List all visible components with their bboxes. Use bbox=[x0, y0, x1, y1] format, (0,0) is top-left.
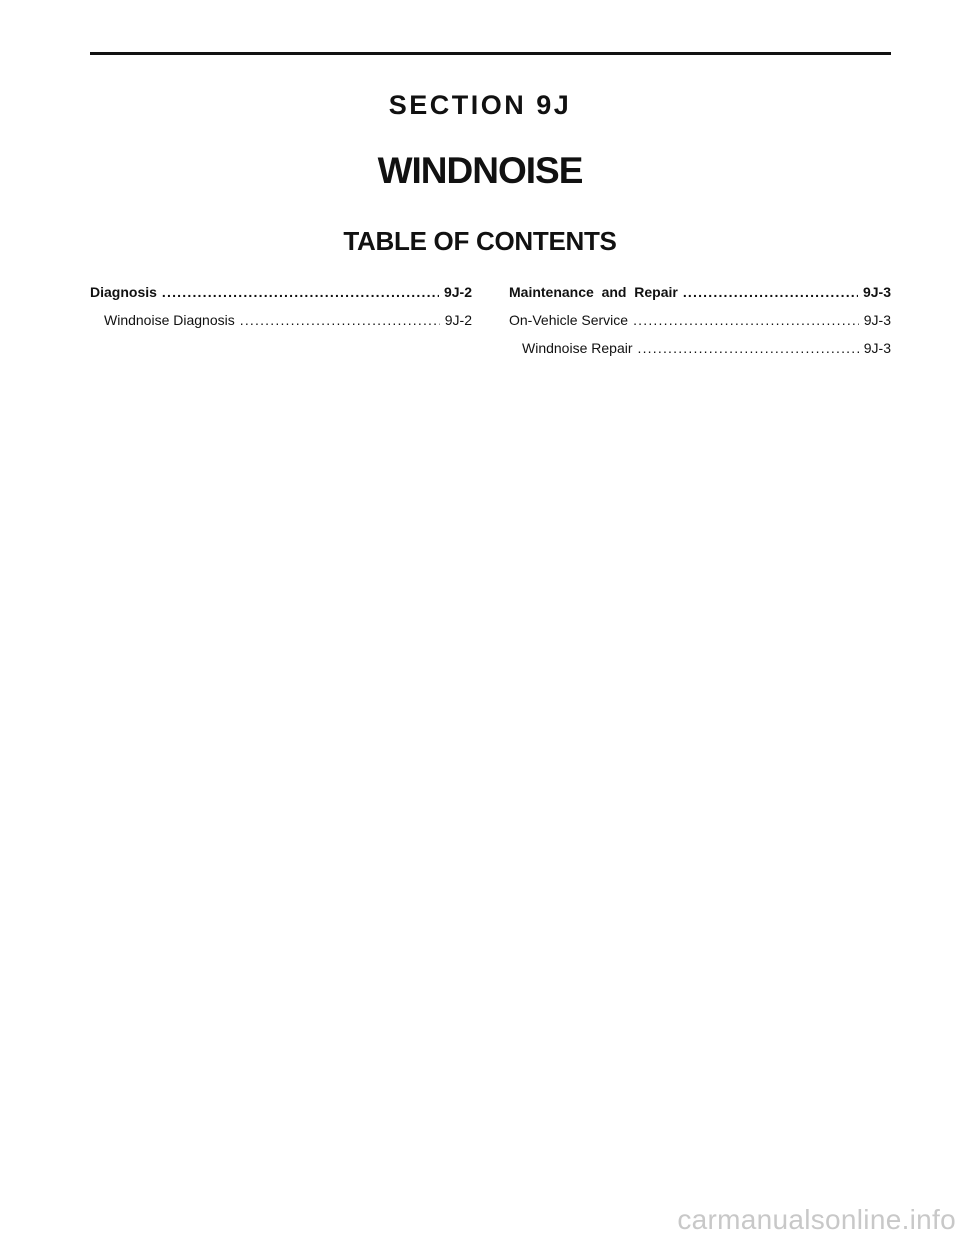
toc-entry-diagnosis[interactable] bbox=[90, 284, 472, 312]
toc-entry-maintenance-and-repair[interactable] bbox=[509, 284, 891, 312]
toc-entry-label: Windnoise Repair bbox=[522, 340, 633, 356]
toc-leader-dots bbox=[683, 284, 858, 300]
toc-heading: TABLE OF CONTENTS bbox=[343, 226, 617, 256]
toc-left-column bbox=[90, 284, 472, 340]
toc-entry-label: On-Vehicle Service bbox=[509, 312, 629, 328]
toc-entry-page: 9J-2 bbox=[443, 284, 472, 300]
toc-entry-on-vehicle-service[interactable] bbox=[509, 312, 891, 340]
toc-leader-dots bbox=[240, 312, 440, 328]
watermark: carmanualsonline.info bbox=[677, 1204, 956, 1235]
toc-entry-label: Diagnosis bbox=[90, 284, 157, 300]
toc-right-column bbox=[509, 284, 891, 368]
section-heading: SECTION 9J bbox=[388, 90, 572, 120]
toc-leader-dots bbox=[633, 312, 859, 328]
toc-entry-label: Maintenance and Repair bbox=[509, 284, 678, 300]
toc-entry-page: 9J-3 bbox=[862, 284, 891, 300]
top-rule bbox=[90, 52, 891, 55]
toc-leader-dots bbox=[638, 340, 859, 356]
page-title: WINDNOISE bbox=[377, 150, 583, 191]
toc-entry-page: 9J-2 bbox=[444, 312, 472, 328]
toc-leader-dots bbox=[162, 284, 439, 300]
toc-entry-page: 9J-3 bbox=[863, 312, 891, 328]
toc-entry-windnoise-repair[interactable] bbox=[509, 340, 891, 368]
toc-entry-page: 9J-3 bbox=[863, 340, 891, 356]
toc-entry-windnoise-diagnosis[interactable] bbox=[90, 312, 472, 340]
toc-entry-label: Windnoise Diagnosis bbox=[104, 312, 235, 328]
